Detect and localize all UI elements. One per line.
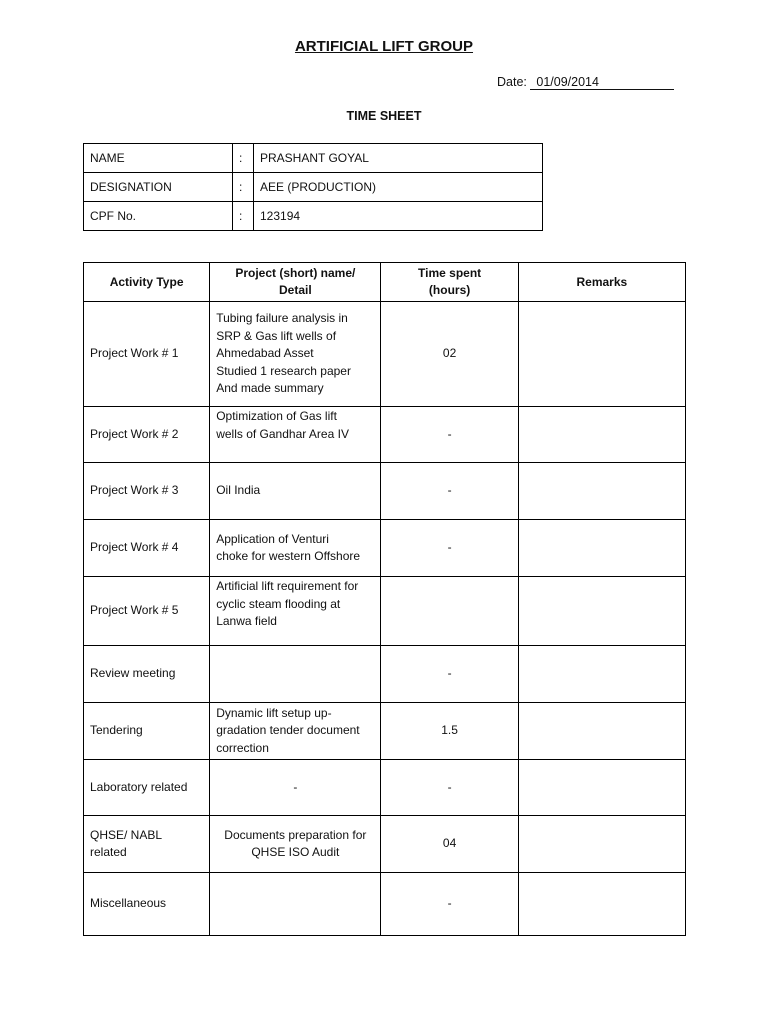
activity-type-cell: QHSE/ NABL related (84, 816, 210, 873)
info-value: PRASHANT GOYAL (254, 144, 543, 173)
table-row (84, 703, 686, 760)
date-field (497, 75, 674, 90)
project-cell: - (210, 760, 381, 816)
time-cell: 1.5 (381, 703, 518, 760)
info-label: CPF No. (84, 202, 233, 231)
remarks-cell (518, 407, 685, 463)
info-value: 123194 (254, 202, 543, 231)
header-time-spent: Time spent (hours) (381, 263, 518, 302)
time-cell: - (381, 646, 518, 703)
date-value: 01/09/2014 (530, 75, 674, 90)
info-label: DESIGNATION (84, 173, 233, 202)
time-cell (381, 577, 518, 646)
table-header-row (84, 263, 686, 302)
table-row (84, 577, 686, 646)
info-row-designation (84, 173, 543, 202)
project-cell (210, 873, 381, 936)
remarks-cell (518, 646, 685, 703)
project-cell: Application of Venturi choke for western Offshore (210, 520, 381, 577)
time-cell: - (381, 407, 518, 463)
info-separator: : (233, 202, 254, 231)
activity-type-cell: Project Work # 2 (84, 407, 210, 463)
remarks-cell (518, 463, 685, 520)
table-row (84, 407, 686, 463)
activity-type-cell: Project Work # 1 (84, 302, 210, 407)
table-row (84, 463, 686, 520)
project-cell (210, 646, 381, 703)
time-cell: - (381, 873, 518, 936)
project-cell: Dynamic lift setup up- gradation tender document correction (210, 703, 381, 760)
project-cell: Documents preparation for QHSE ISO Audit (210, 816, 381, 873)
remarks-cell (518, 520, 685, 577)
activity-type-cell: Project Work # 4 (84, 520, 210, 577)
time-cell: 02 (381, 302, 518, 407)
remarks-cell (518, 302, 685, 407)
project-cell: Oil India (210, 463, 381, 520)
time-cell: - (381, 463, 518, 520)
table-row (84, 646, 686, 703)
info-separator: : (233, 173, 254, 202)
header-project: Project (short) name/ Detail (210, 263, 381, 302)
remarks-cell (518, 816, 685, 873)
document-title: ARTIFICIAL LIFT GROUP (294, 38, 474, 55)
project-cell: Artificial lift requirement for cyclic steam flooding at Lanwa field (210, 577, 381, 646)
table-row (84, 760, 686, 816)
table-row (84, 302, 686, 407)
activity-type-cell: Miscellaneous (84, 873, 210, 936)
activity-type-cell: Tendering (84, 703, 210, 760)
remarks-cell (518, 703, 685, 760)
activity-type-cell: Laboratory related (84, 760, 210, 816)
table-row (84, 816, 686, 873)
activity-table (83, 262, 686, 936)
header-remarks: Remarks (518, 263, 685, 302)
remarks-cell (518, 577, 685, 646)
activity-type-cell: Project Work # 3 (84, 463, 210, 520)
project-cell: Optimization of Gas lift wells of Gandhar Area IV (210, 407, 381, 463)
time-cell: - (381, 760, 518, 816)
info-row-name (84, 144, 543, 173)
remarks-cell (518, 873, 685, 936)
info-label: NAME (84, 144, 233, 173)
date-label: Date: (497, 75, 527, 89)
sheet-subtitle: TIME SHEET (346, 109, 422, 123)
time-cell: - (381, 520, 518, 577)
table-row (84, 520, 686, 577)
activity-type-cell: Project Work # 5 (84, 577, 210, 646)
employee-info-table (83, 143, 543, 231)
info-row-cpf (84, 202, 543, 231)
table-row (84, 873, 686, 936)
project-cell: Tubing failure analysis in SRP & Gas lift wells of Ahmedabad Asset Studied 1 research paper And made summary (210, 302, 381, 407)
info-separator: : (233, 144, 254, 173)
header-activity-type: Activity Type (84, 263, 210, 302)
info-value: AEE (PRODUCTION) (254, 173, 543, 202)
activity-type-cell: Review meeting (84, 646, 210, 703)
time-cell: 04 (381, 816, 518, 873)
remarks-cell (518, 760, 685, 816)
